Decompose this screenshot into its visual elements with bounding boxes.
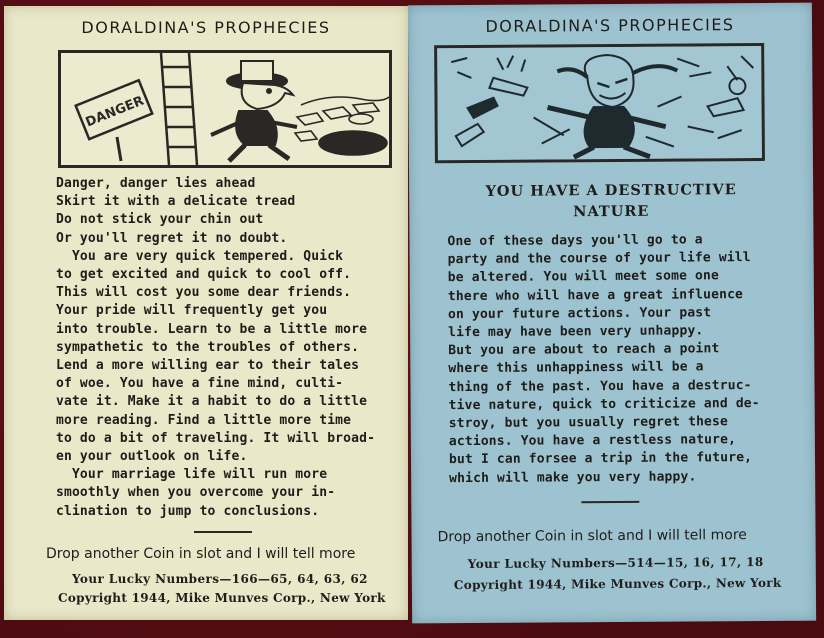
prophecy-text: Danger, danger lies ahead Skirt it with a delicate tread Do not stick your chin out Or you'll regret it no doubt. You are very quick tempered. Quick to get excited and quick to cool off. This will cost you some dear friends. Your pride will frequently get you into trouble. Learn to be a little more sympathetic to the troubles of others. Lend a more willing ear to their tales of woe. You have a fine mind, culti- vate it. Make it a habit to do a little more reading. Find a little more time to do a bit of traveling. It will broad- en your outlook on life. Your marriage life will run more smoothly when you overcome your in- clination to jump to conclusions. xyxy=(56,176,376,519)
copyright: Copyright 1944, Mike Munves Corp., New York xyxy=(453,575,782,593)
card-header: DORALDINA'S PROPHECIES xyxy=(485,15,735,36)
fortune-card-left xyxy=(4,6,408,620)
copyright: Copyright 1944, Mike Munves Corp., New York xyxy=(58,591,386,605)
destructive-cartoon-image xyxy=(437,46,762,160)
divider xyxy=(581,501,639,503)
drop-coin-text: Drop another Coin in slot and I will tell more xyxy=(46,546,356,562)
prophecy-title: YOU HAVE A DESTRUCTIVE NATURE xyxy=(485,181,737,221)
prophecy-text: One of these days you'll go to a party and the course of your life will be altered. You will meet some one there who will have a great influence on your future actions. Your past life may have been very unhappy. But you are about to reach a point where this unhappiness will be a thing of the past. You have a destruc- tive nature, quick to criticize and de- stroy, but you usually regret these actions. You have a restless nature, but I can forsee a trip in the future, which will make you very happy. xyxy=(447,232,760,486)
danger-illustration xyxy=(58,50,392,168)
lucky-numbers: Your Lucky Numbers—514—15, 16, 17, 18 xyxy=(467,554,764,572)
fortune-card-right xyxy=(408,3,816,624)
divider xyxy=(194,531,252,533)
danger-cartoon-image xyxy=(61,53,389,165)
lucky-numbers: Your Lucky Numbers—166—65, 64, 63, 62 xyxy=(72,572,368,586)
card-header: DORALDINA'S PROPHECIES xyxy=(81,18,331,37)
drop-coin-text: Drop another Coin in slot and I will tell more xyxy=(437,527,747,546)
destructive-illustration xyxy=(434,43,765,163)
danger-sign-text: DANGER xyxy=(83,93,147,131)
